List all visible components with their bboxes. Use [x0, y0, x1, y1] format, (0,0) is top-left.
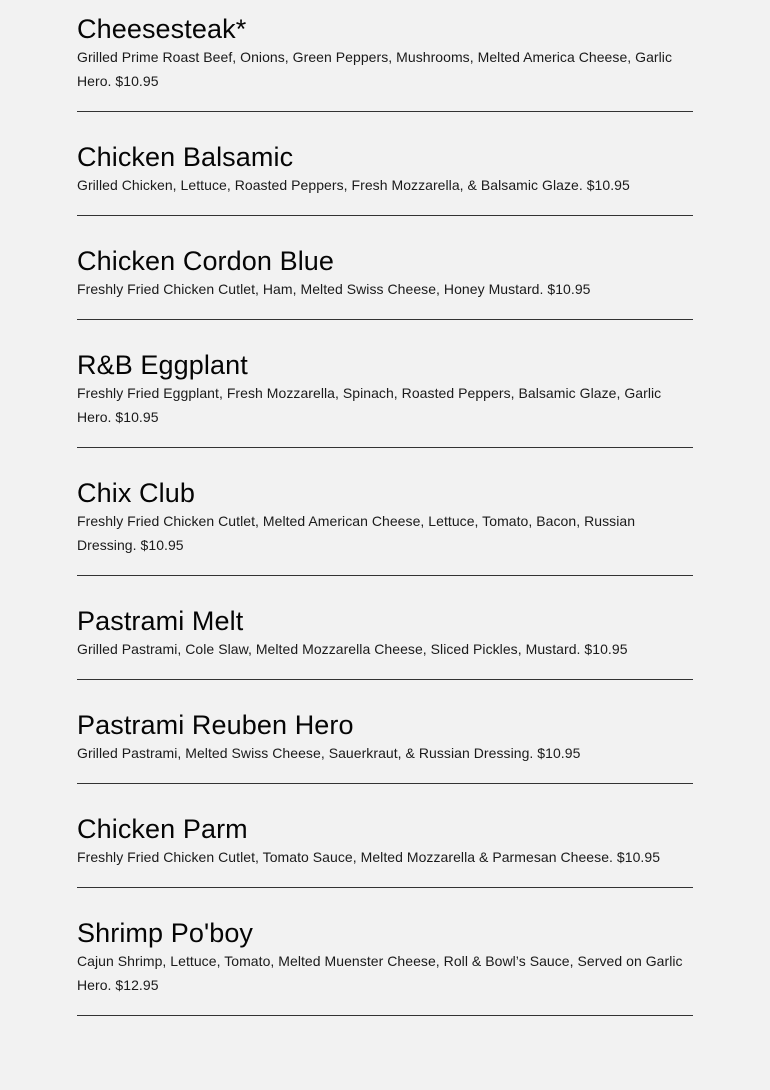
item-description: Freshly Fried Eggplant, Fresh Mozzarella, Spinach, Roasted Peppers, Balsamic Glaze, Garlic Hero. $10.95	[77, 385, 662, 425]
menu-item-chicken-parm	[77, 810, 693, 888]
menu-item-cheesesteak	[77, 10, 693, 112]
item-description: Freshly Fried Chicken Cutlet, Ham, Melted Swiss Cheese, Honey Mustard. $10.95	[77, 281, 591, 297]
item-name: Chicken Balsamic	[77, 142, 294, 172]
item-description: Grilled Pastrami, Cole Slaw, Melted Mozzarella Cheese, Sliced Pickles, Mustard. $10.95	[77, 641, 628, 657]
menu-item-pastrami-melt	[77, 602, 693, 680]
item-name: Chix Club	[77, 478, 195, 508]
item-name: Cheesesteak*	[77, 14, 247, 44]
menu-item-shrimp-poboy	[77, 914, 693, 1016]
item-description: Grilled Pastrami, Melted Swiss Cheese, Sauerkraut, & Russian Dressing. $10.95	[77, 745, 581, 761]
menu-item-chicken-cordon-blue	[77, 242, 693, 320]
menu-item-chix-club	[77, 474, 693, 576]
item-name: Shrimp Po'boy	[77, 918, 254, 948]
item-description: Cajun Shrimp, Lettuce, Tomato, Melted Muenster Cheese, Roll & Bowl’s Sauce, Served on Garlic Hero. $12.95	[77, 953, 683, 993]
menu-list	[77, 0, 693, 1042]
menu-item-chicken-balsamic	[77, 138, 693, 216]
item-name: Pastrami Melt	[77, 606, 244, 636]
item-description: Grilled Prime Roast Beef, Onions, Green Peppers, Mushrooms, Melted America Cheese, Garlic Hero. $10.95	[77, 49, 673, 89]
item-description: Freshly Fried Chicken Cutlet, Tomato Sauce, Melted Mozzarella & Parmesan Cheese. $10.95	[77, 849, 661, 865]
item-name: Chicken Parm	[77, 814, 248, 844]
item-name: R&B Eggplant	[77, 350, 248, 380]
item-description: Freshly Fried Chicken Cutlet, Melted American Cheese, Lettuce, Tomato, Bacon, Russian Dressing. $10.95	[77, 513, 636, 553]
item-description: Grilled Chicken, Lettuce, Roasted Peppers, Fresh Mozzarella, & Balsamic Glaze. $10.95	[77, 177, 630, 193]
menu-item-pastrami-reuben-hero	[77, 706, 693, 784]
item-name: Chicken Cordon Blue	[77, 246, 335, 276]
menu-item-rb-eggplant	[77, 346, 693, 448]
item-name: Pastrami Reuben Hero	[77, 710, 354, 740]
